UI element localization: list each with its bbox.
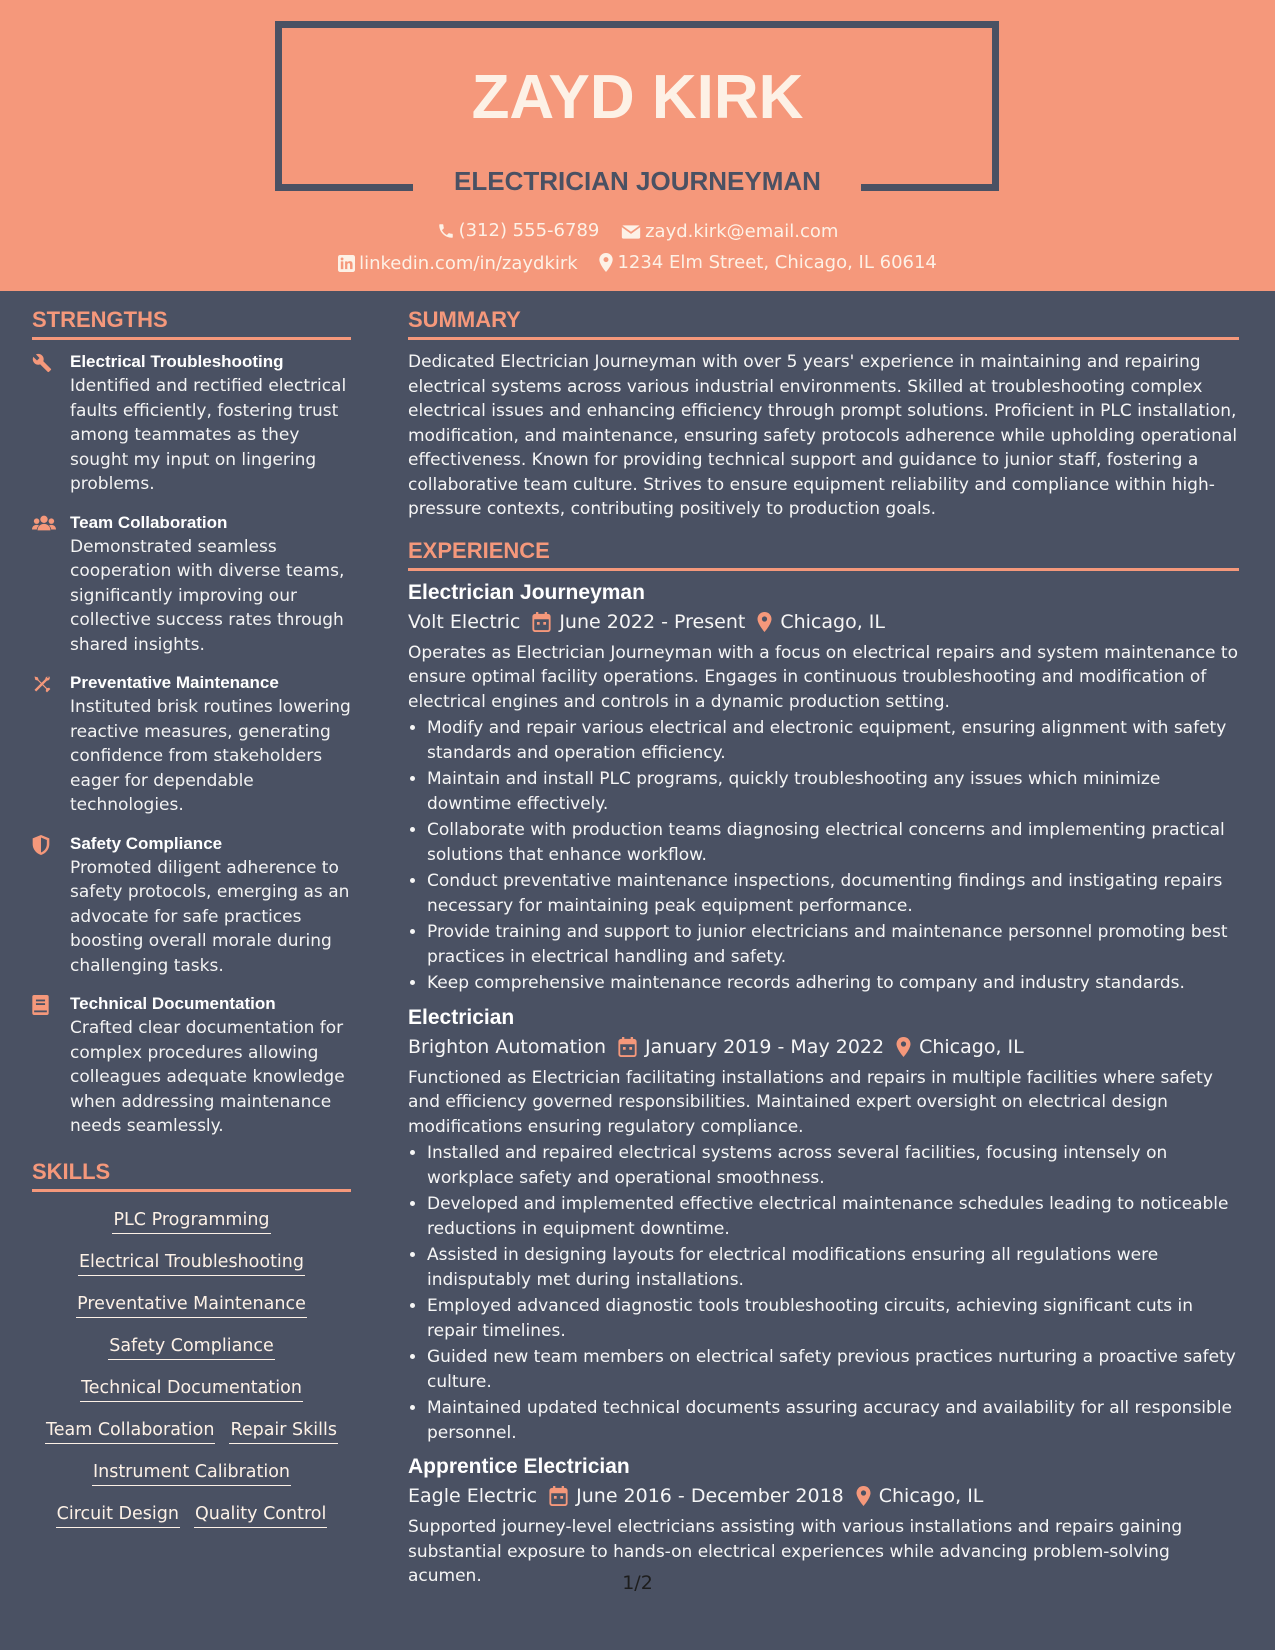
skills-list	[32, 1202, 351, 1528]
email-contact[interactable]	[621, 221, 838, 242]
envelope-icon	[621, 224, 641, 240]
tools-icon	[32, 674, 52, 694]
phone-icon	[437, 222, 455, 240]
skill-tag: Repair Skills	[229, 1420, 338, 1444]
linkedin-contact[interactable]	[338, 253, 578, 274]
summary-text: Dedicated Electrician Journeyman with over 5 years' experience in maintaining and repairing electrical systems across various industrial environments. Skilled at troubleshooting complex electrical issues and enhancing efficiency through prompt solutions. Proficient in PLC installation, modification, and maintenance, ensuring safety protocols adherence while upholding operational effectiveness. Known for providing technical support and guidance to junior staff, fostering a collaborative team culture. Strives to ensure equipment reliability and compliance within high-pressure contexts, contributing positively to production goals.	[408, 352, 1238, 519]
skill-tag: Safety Compliance	[108, 1336, 275, 1360]
job-description: Functioned as Electrician facilitating installations and repairs in multiple facilities where safety and efficiency governed responsibilities. Maintained expert oversight on electrical design modifications ensuring regulatory compliance.	[408, 1067, 1213, 1137]
strengths-heading: STRENGTHS	[32, 307, 351, 340]
map-pin-icon	[757, 612, 772, 632]
job-description: Operates as Electrician Journeyman with a focus on electrical repairs and system maintenance to ensure optimal facility operations. Engages in continuous troubleshooting and modification of electrical engines and controls in a dynamic production setting.	[408, 642, 1238, 712]
shield-icon	[32, 835, 50, 855]
bullet-item: • Provide training and support to junior electricians and maintenance personnel promoting best practices in electrical handling and safety.	[427, 920, 1239, 969]
job-entry	[408, 1006, 1239, 1446]
address-contact	[599, 252, 936, 273]
users-icon	[32, 514, 56, 532]
bullet-item: • Maintained updated technical documents assuring accuracy and availability for all responsible personnel.	[427, 1396, 1239, 1445]
skill-tag: PLC Programming	[112, 1210, 270, 1234]
skill-tag: Circuit Design	[56, 1504, 180, 1528]
linkedin-icon	[338, 255, 355, 272]
job-location: Chicago, IL	[878, 1485, 984, 1507]
experience-heading: EXPERIENCE	[408, 538, 1239, 571]
skill-tag: Preventative Maintenance	[76, 1294, 307, 1318]
strength-item	[32, 511, 351, 658]
bullet-item: • Modify and repair various electrical and electronic equipment, ensuring alignment with safety standards and operation efficiency.	[427, 716, 1239, 765]
linkedin-text: linkedin.com/in/zaydkirk	[359, 253, 578, 274]
wrench-icon	[32, 353, 52, 373]
skill-tag: Team Collaboration	[45, 1420, 215, 1444]
job-dates: June 2022 - Present	[559, 610, 746, 633]
strength-title: Electrical Troubleshooting	[70, 352, 284, 371]
bullet-item: • Collaborate with production teams diagnosing electrical concerns and implementing practical solutions that enhance workflow.	[427, 818, 1239, 867]
candidate-title: ELECTRICIAN JOURNEYMAN	[454, 166, 821, 196]
job-location: Chicago, IL	[919, 1035, 1024, 1058]
job-entry	[408, 1455, 1239, 1589]
strength-title: Team Collaboration	[70, 512, 228, 532]
book-icon	[32, 995, 49, 1015]
job-title: Electrician Journeyman	[408, 580, 645, 604]
job-title: Apprentice Electrician	[408, 1455, 630, 1478]
strength-desc: Instituted brisk routines lowering reactive measures, generating confidence from stakeholders eager for dependable technologies.	[70, 697, 351, 815]
job-company: Brighton Automation	[408, 1035, 607, 1058]
page-number: 1/2	[622, 1572, 653, 1594]
bullet-item: • Keep comprehensive maintenance records adhering to company and industry standards.	[427, 971, 1239, 996]
bullet-item: • Maintain and install PLC programs, quickly troubleshooting any issues which minimize downtime effectively.	[427, 767, 1239, 816]
bullet-item: • Guided new team members on electrical safety previous practices nurturing a proactive safety culture.	[427, 1345, 1239, 1394]
right-column	[408, 291, 1239, 1589]
phone-contact[interactable]	[437, 220, 600, 241]
strength-desc: Promoted diligent adherence to safety protocols, emerging as an advocate for safe practices boosting overall morale during challenging tasks.	[70, 857, 350, 976]
strength-desc: Identified and rectified electrical faults efficiently, fostering trust among teammates as they sought my input on lingering problems.	[70, 376, 347, 494]
left-column	[32, 291, 351, 1546]
strength-item	[32, 671, 351, 818]
strength-item	[32, 992, 351, 1139]
job-entry	[408, 581, 1239, 996]
bullet-item: • Assisted in designing layouts for electrical modifications ensuring all regulations were indisputably met during installations.	[427, 1243, 1239, 1292]
calendar-icon	[549, 1486, 568, 1506]
email-text: zayd.kirk@email.com	[645, 221, 839, 242]
map-pin-icon	[856, 1486, 871, 1506]
skill-tag: Instrument Calibration	[92, 1462, 291, 1486]
job-dates: June 2016 - December 2018	[576, 1485, 844, 1507]
strength-title: Preventative Maintenance	[70, 673, 279, 692]
address-text: 1234 Elm Street, Chicago, IL 60614	[617, 252, 937, 273]
calendar-icon	[618, 1037, 637, 1057]
skill-tag: Quality Control	[194, 1504, 327, 1528]
bullet-item: • Employed advanced diagnostic tools troubleshooting circuits, achieving significant cuts in repair timelines.	[427, 1294, 1239, 1343]
map-pin-icon	[896, 1037, 911, 1057]
bullet-item: • Installed and repaired electrical systems across several facilities, focusing intensely on workplace safety and operational smoothness.	[427, 1141, 1239, 1190]
job-company: Eagle Electric	[408, 1485, 538, 1507]
strength-item	[32, 832, 351, 979]
summary-heading: SUMMARY	[408, 307, 1239, 340]
candidate-name: ZAYD KIRK	[471, 63, 804, 132]
strength-desc: Crafted clear documentation for complex procedures allowing colleagues adequate knowledge when addressing maintenance needs seamlessly.	[70, 1018, 345, 1136]
job-dates: January 2019 - May 2022	[645, 1035, 885, 1058]
skill-tag: Technical Documentation	[80, 1378, 303, 1402]
phone-text: (312) 555-6789	[458, 220, 600, 241]
map-pin-icon	[599, 253, 613, 272]
job-description: Supported journey-level electricians assisting with various installations and repairs gaining substantial exposure to hands-on electrical experiences while advancing problem-solving acumen.	[408, 1517, 1183, 1586]
skills-heading: SKILLS	[32, 1159, 351, 1192]
bullet-item: • Conduct preventative maintenance inspections, documenting findings and instigating repairs necessary for maintaining peak equipment performance.	[427, 869, 1239, 918]
job-bullets	[408, 1141, 1239, 1445]
job-company: Volt Electric	[408, 610, 521, 633]
strength-title: Safety Compliance	[70, 833, 223, 853]
strength-desc: Demonstrated seamless cooperation with diverse teams, significantly improving our collective success rates through shared insights.	[70, 536, 345, 655]
strength-title: Technical Documentation	[70, 994, 276, 1013]
skill-tag: Electrical Troubleshooting	[78, 1252, 305, 1276]
job-bullets	[408, 716, 1239, 996]
contact-line-1	[0, 220, 1275, 245]
bullet-item: • Developed and implemented effective electrical maintenance schedules leading to noticeable reductions in equipment downtime.	[427, 1192, 1239, 1241]
contact-line-2	[0, 252, 1275, 277]
job-location: Chicago, IL	[780, 610, 885, 633]
calendar-icon	[532, 612, 551, 632]
job-meta	[408, 611, 1239, 633]
header-banner	[0, 0, 1275, 291]
strength-item	[32, 350, 351, 497]
job-meta	[408, 1485, 1239, 1507]
job-title: Electrician	[408, 1005, 515, 1029]
job-meta	[408, 1036, 1239, 1058]
